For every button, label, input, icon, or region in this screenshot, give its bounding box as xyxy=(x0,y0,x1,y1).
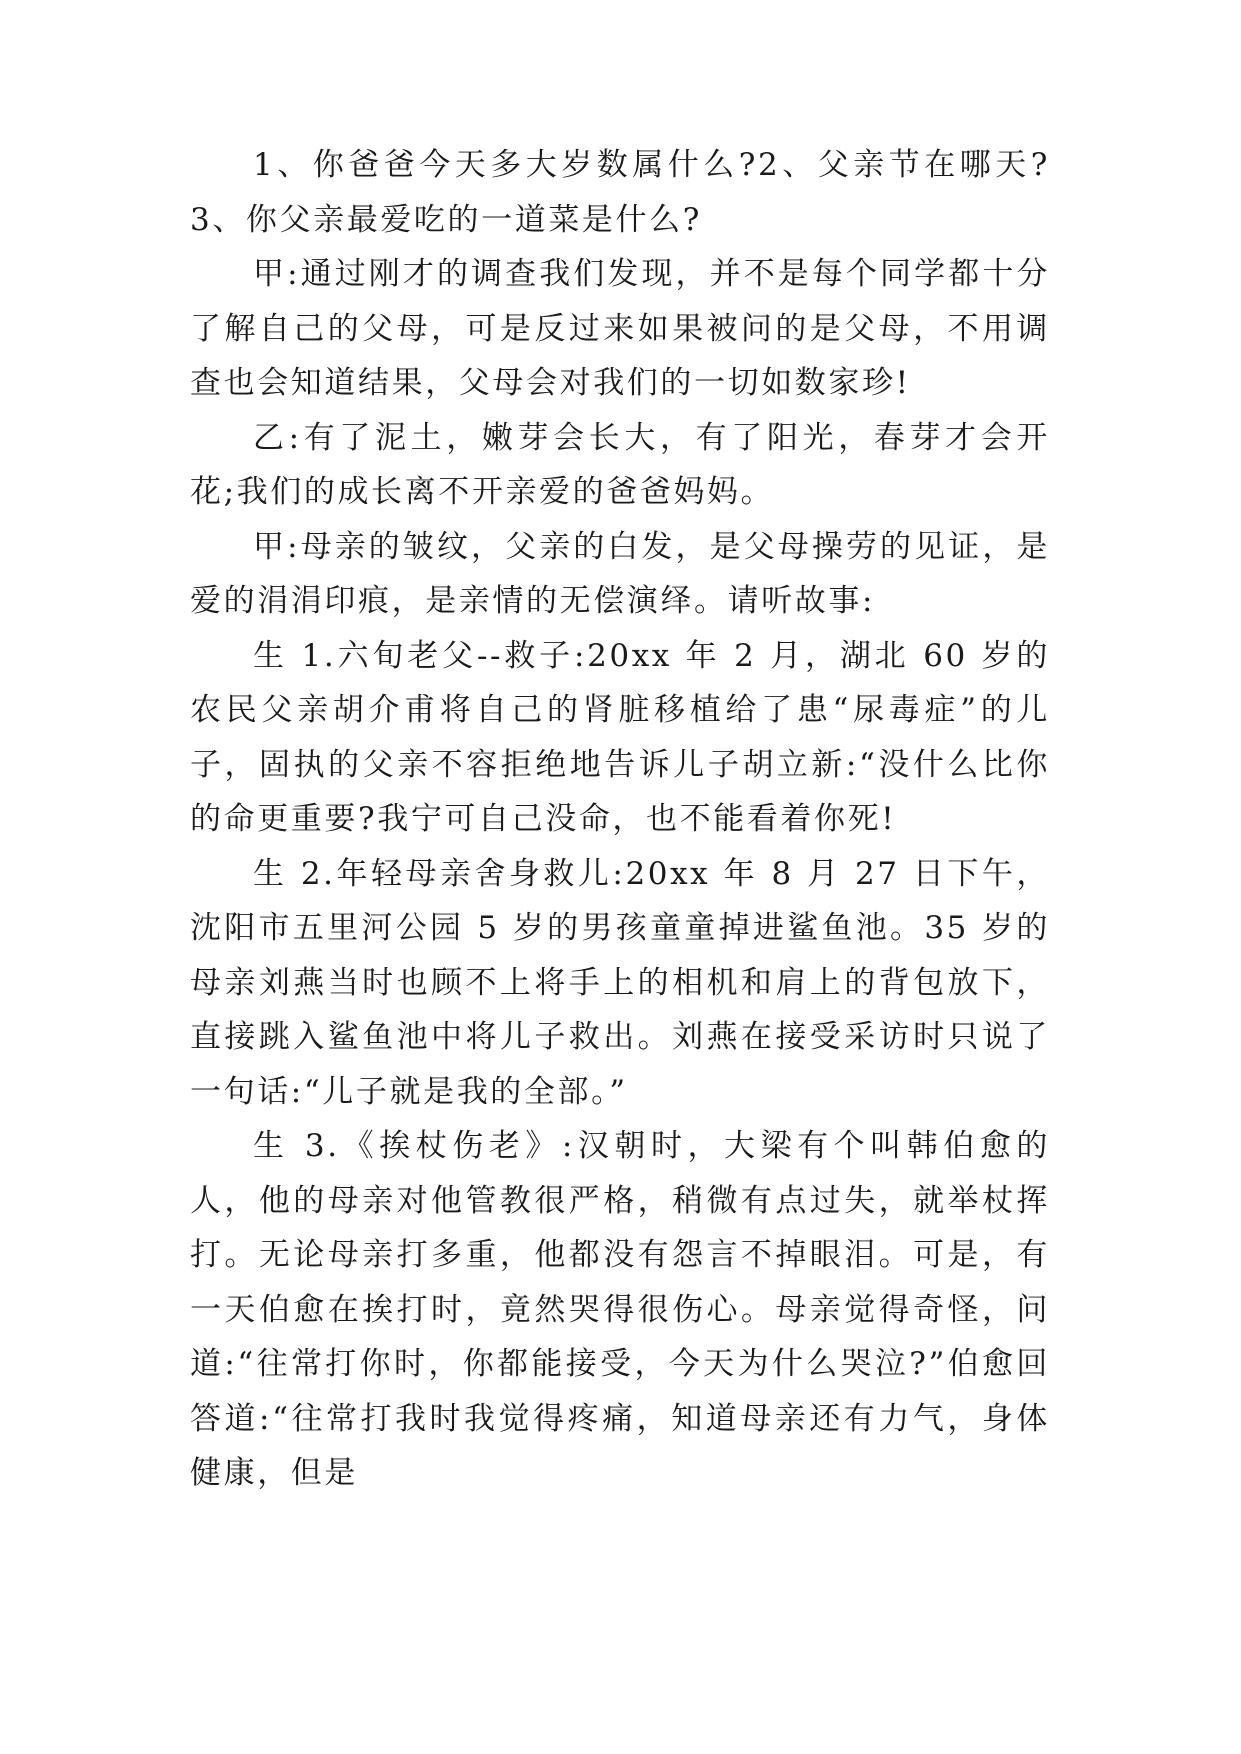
paragraph-jia-1: 甲:通过刚才的调查我们发现，并不是每个同学都十分了解自己的父母，可是反过来如果被问的是父母，不用调查也会知道结果，父母会对我们的一切如数家珍! xyxy=(190,256,1050,401)
paragraph-story-1: 生 1.六旬老父--救子:20xx 年 2 月，湖北 60 岁的农民父亲胡介甫将自己的肾脏移植给了患“尿毒症”的儿子，固执的父亲不容拒绝地告诉儿子胡立新:“没什么比你的命更重要?我宁可自己没命，也不能看着你死! xyxy=(190,637,1050,837)
paragraph-story-3: 生 3.《挨杖伤老》:汉朝时，大梁有个叫韩伯愈的人，他的母亲对他管教很严格，稍微有点过失，就举杖挥打。无论母亲打多重，他都没有怨言不掉眼泪。可是，有一天伯愈在挨打时，竟然哭得很伤心。母亲觉得奇怪，问道:“往常打你时，你都能接受，今天为什么哭泣?”伯愈回答道:“往常打我时我觉得疼痛，知道母亲还有力气，身体健康，但是 xyxy=(190,1128,1050,1491)
paragraph-yi: 乙:有了泥土，嫩芽会长大，有了阳光，春芽才会开花;我们的成长离不开亲爱的爸爸妈妈。 xyxy=(190,419,1050,510)
paragraph-story-2: 生 2.年轻母亲舍身救儿:20xx 年 8 月 27 日下午，沈阳市五里河公园 5 岁的男孩童童掉进鲨鱼池。35 岁的母亲刘燕当时也顾不上将手上的相机和肩上的背包放下，直接跳入鲨鱼池中将儿子救出。刘燕在接受采访时只说了一句话:“儿子就是我的全部。” xyxy=(190,855,1050,1110)
paragraph-survey-questions: 1、你爸爸今天多大岁数属什么?2、父亲节在哪天?3、你父亲最爱吃的一道菜是什么? xyxy=(190,147,1050,238)
document-body xyxy=(190,138,1050,1501)
paragraph-jia-2: 甲:母亲的皱纹，父亲的白发，是父母操劳的见证，是爱的涓涓印痕，是亲情的无偿演绎。请听故事: xyxy=(190,528,1050,619)
